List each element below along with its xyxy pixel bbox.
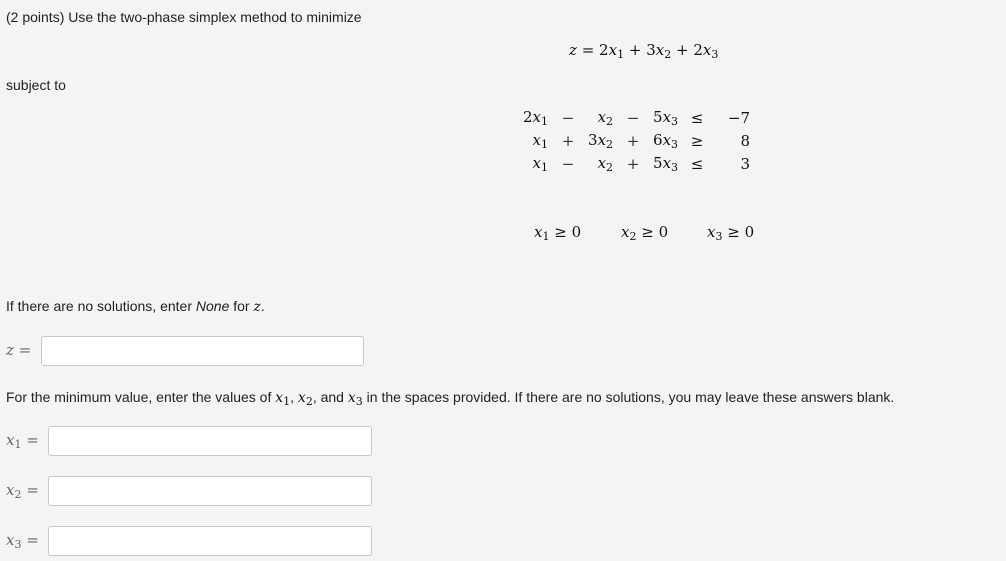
- objective-lhs: z: [569, 41, 577, 59]
- x3-label: $x_3$ =: [6, 531, 39, 551]
- constraints-table: [520, 106, 753, 175]
- z-label: z =: [6, 341, 32, 359]
- nonneg-x2: $x_2 \ge 0$: [621, 223, 669, 243]
- nonneg-x3: $x_3 \ge 0$: [707, 223, 755, 243]
- plus-sign: +: [628, 41, 642, 59]
- x1-input[interactable]: [48, 426, 372, 456]
- x3-input[interactable]: [48, 526, 372, 556]
- nonneg-x1: $x_1 \ge 0$: [534, 223, 582, 243]
- constraint-row: $2x_1$ − $x_2$ − $5x_3$ ≤ −7: [523, 107, 751, 128]
- x2-input[interactable]: [48, 476, 372, 506]
- objective-term-3: $2x_3$: [693, 41, 719, 61]
- x1-label: $x_1$ =: [6, 431, 39, 451]
- objective-term-1: $2x_1$: [599, 41, 625, 61]
- min-instruction: For the minimum value, enter the values of $x_1$, $x_2$, and $x_3$ in the spaces provided. If there are no solutions, you may leave these answers blank.: [6, 389, 895, 408]
- objective-function: [569, 41, 718, 61]
- z-input[interactable]: [41, 336, 364, 366]
- objective-equals: =: [581, 41, 595, 59]
- objective-term-2: $3x_2$: [646, 41, 672, 61]
- problem-header: (2 points) Use the two-phase simplex method to minimize: [6, 9, 362, 25]
- plus-sign: +: [676, 41, 689, 59]
- constraint-row: $x_1$ + $3x_2$ + $6x_3$ ≥ 8: [532, 130, 751, 151]
- x2-label: $x_2$ =: [6, 481, 39, 501]
- subject-to-label: subject to: [6, 77, 66, 93]
- constraint-row: $x_1$ − $x_2$ + $5x_3$ ≤ 3: [532, 153, 751, 174]
- none-instruction: If there are no solutions, enter None for z.: [6, 298, 265, 315]
